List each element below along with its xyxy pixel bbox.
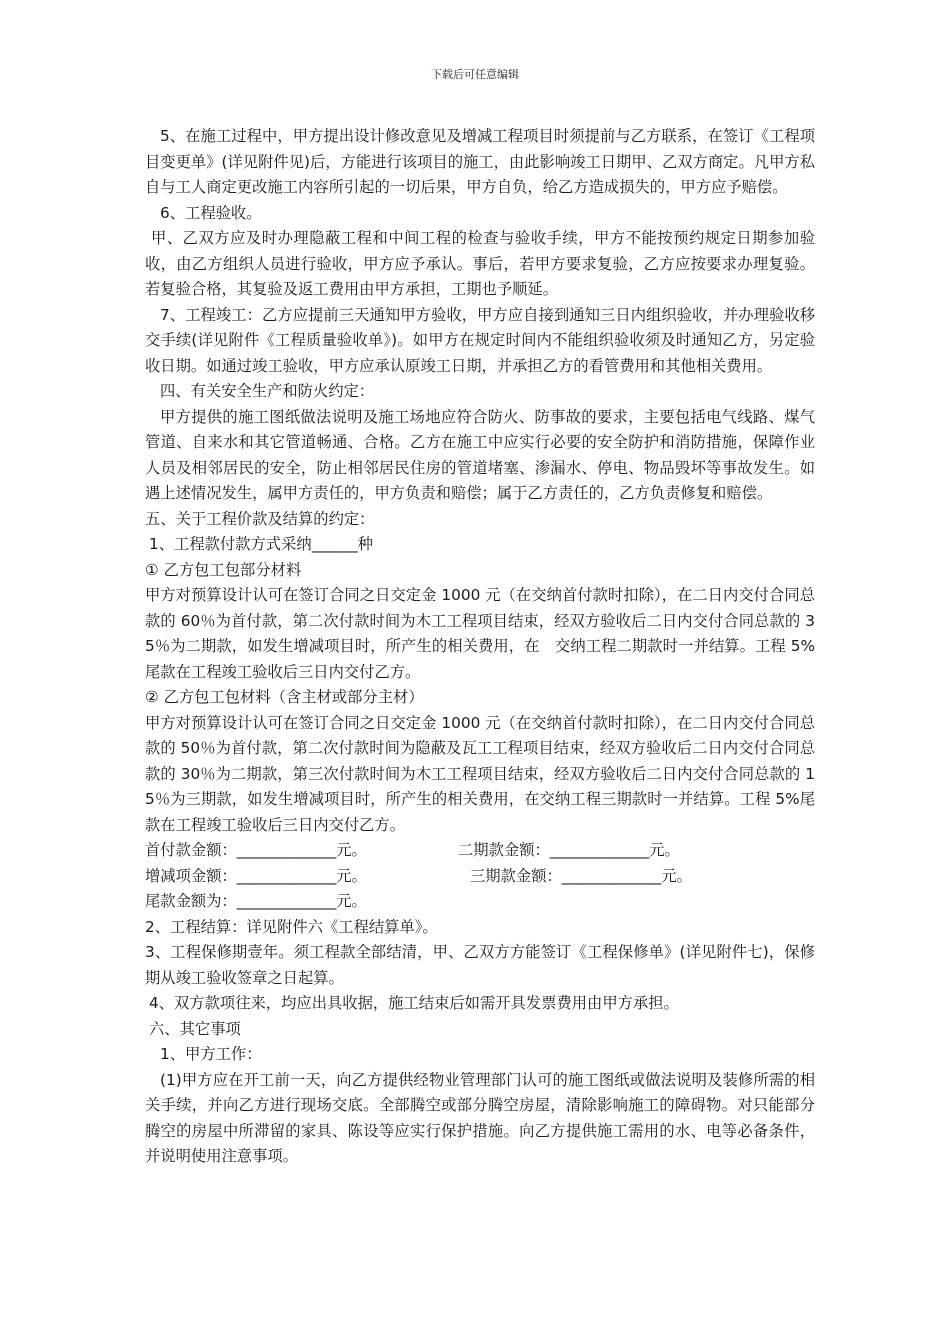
- warranty-paragraph: 3、工程保修期壹年。须工程款全部结清，甲、乙双方方能签订《工程保修单》(详见附件七)，保修期从竣工验收签章之日起算。: [145, 943, 815, 987]
- document-body: [145, 124, 815, 1170]
- payment-row-2: [145, 864, 815, 890]
- payment-row-3: [145, 889, 815, 915]
- clause-6-paragraph: 甲、乙双方应及时办理隐蔽工程和中间工程的检查与验收手续，甲方不能按预约规定日期参加验收，由乙方组织人员进行验收，甲方应予承认。事后，若甲方要求复验，乙方应按要求办理复验。若复验合格，其复验及返工费用由甲方承担，工期也予顺延。: [145, 229, 815, 298]
- party-a-duties-heading: 1、甲方工作：: [160, 1045, 262, 1063]
- section-5-heading: 五、关于工程价款及结算的约定：: [145, 509, 375, 528]
- clause-6-heading: 6、工程验收。: [160, 203, 262, 222]
- settlement-line: 2、工程结算：详见附件六《工程结算单》。: [145, 917, 438, 936]
- third-payment-amount: 三期款金额：_____________元。: [470, 866, 692, 885]
- receipts-line: 4、双方款项往来，均应出具收据，施工结束后如需开具发票费用由甲方承担。: [149, 994, 679, 1012]
- adjustment-amount: 增减项金额：_____________元。: [145, 866, 367, 885]
- clause-7-paragraph: 7、工程竣工：乙方应提前三天通知甲方验收，甲方应自接到通知三日内组织验收，并办理验收移交手续(详见附件《工程质量验收单》)。如甲方在规定时间内不能组织验收须及时通知乙方，另定验收日期。如通过竣工验收，甲方应承认原竣工日期，并承担乙方的看管费用和其他相关费用。: [145, 305, 815, 375]
- option-1-paragraph: 甲方对预算设计认可在签订合同之日交定金 1000 元（在交纳首付款时扣除），在二日内交付合同总款的 60％为首付款，第二次付款时间为木工工程项目结束，经双方验收后二日内交付合同总款的 35％为二期款，如发生增减项目时，所产生的相关费用，在 交纳工程二期款时一并结算。工程 5%尾款在工程竣工验收后三日内交付乙方。: [145, 586, 815, 681]
- final-payment-amount: 尾款金额为：_____________元。: [145, 892, 367, 910]
- page-header: 下载后可任意编辑: [431, 68, 519, 81]
- section-4-paragraph: 甲方提供的施工图纸做法说明及施工场地应符合防火、防事故的要求，主要包括电气线路、煤气管道、自来水和其它管道畅通、合格。乙方在施工中应实行必要的安全防护和消防措施，保障作业人员及相邻居民的安全，防止相邻居民住房的管道堵塞、渗漏水、停电、物品毁坏等事故发生。如遇上述情况发生，属甲方责任的，甲方负责和赔偿；属于乙方责任的，乙方负责修复和赔偿。: [145, 407, 815, 502]
- party-a-duty-1-paragraph: (1)甲方应在开工前一天，向乙方提供经物业管理部门认可的施工图纸或做法说明及装修所需的相关手续，并向乙方进行现场交底。全部腾空或部分腾空房屋，清除影响施工的障碍物。对只能部分腾空的房屋中所滞留的家具、陈设等应实行保护措施。向乙方提供施工需用的水、电等必备条件，并说明使用注意事项。: [145, 1070, 815, 1165]
- option-2-heading: ② 乙方包工包材料（含主材或部分主材）: [145, 688, 424, 706]
- payment-row-1: [145, 838, 815, 864]
- option-1-heading: ① 乙方包工包部分材料: [145, 560, 302, 579]
- clause-5-paragraph: 5、在施工过程中，甲方提出设计修改意见及增减工程项目时须提前与乙方联系，在签订《工程项目变更单》(详见附件见)后，方能进行该项目的施工，由此影响竣工日期甲、乙双方商定。凡甲方私自与工人商定更改施工内容所引起的一切后果，甲方自负，给乙方造成损失的，甲方应予赔偿。: [145, 127, 815, 196]
- payment-method-line: 1、工程款付款方式采纳______种: [149, 535, 373, 553]
- section-4-heading: 四、有关安全生产和防火约定：: [160, 382, 375, 400]
- option-2-paragraph: 甲方对预算设计认可在签订合同之日交定金 1000 元（在交纳首付款时扣除），在二日内交付合同总款的 50％为首付款，第二次付款时间为隐蔽及瓦工工程项目结束，经双方验收后二日内交付合同总款的 30％为二期款，第三次付款时间为木工工程项目结束，经双方验收后二日内交付合同总款的 15％为三期款，如发生增减项目时，所产生的相关费用，在交纳工程三期款时一并结算。工程 5%尾款在工程竣工验收后三日内交付乙方。: [145, 713, 815, 834]
- first-payment-amount: 首付款金额：_____________元。: [145, 841, 367, 859]
- second-payment-amount: 二期款金额：_____________元。: [458, 841, 680, 859]
- section-6-heading: 六、其它事项: [149, 1019, 241, 1038]
